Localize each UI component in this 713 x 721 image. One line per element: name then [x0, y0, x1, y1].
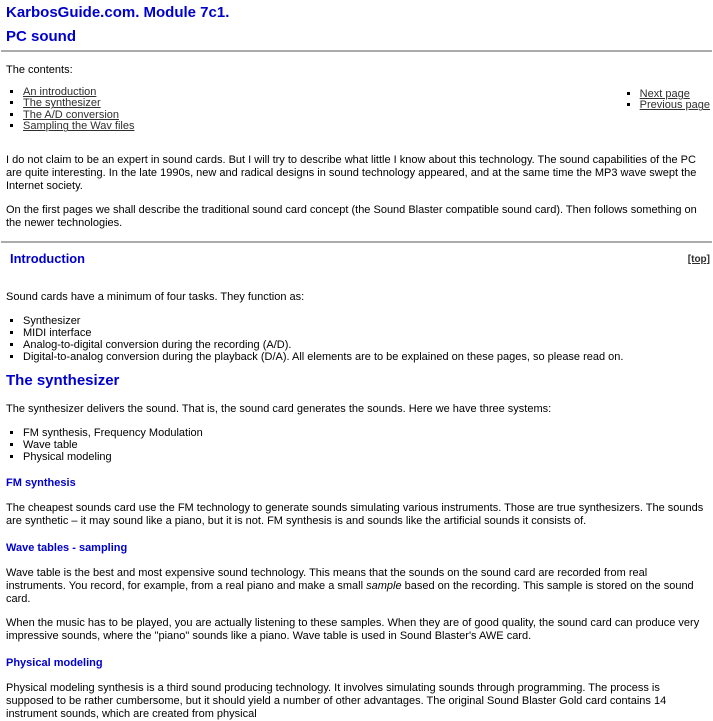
toc-item	[23, 121, 134, 133]
previous-page-link[interactable]: Previous page	[639, 99, 710, 112]
page-navigation	[623, 89, 710, 133]
systems-list	[6, 427, 710, 463]
task-item: ▪ Synthesizer	[23, 315, 710, 327]
wave-tables-paragraph-2: When the music has to be played, you are actually listening to these samples. When they are of good quality, the sound card can produce very impressive sounds, where the "piano" sounds like a piano. Wave table is used in Sound Blaster's AWE card.	[6, 616, 700, 642]
top-link[interactable]: [top]	[687, 254, 710, 266]
system-item: ▪ FM synthesis, Frequency Modulation	[23, 427, 710, 439]
task-item: ▪ Analog-to-digital conversion during the recording (A/D).	[23, 339, 710, 351]
fm-synthesis-paragraph: The cheapest sounds card use the FM technology to generate sounds simulating various instruments. Those are true synthesizers. The sounds are synthetic – it may sound like a piano, but it is not. FM synthesis is and sounds like the artificial sounds it consists of.	[6, 501, 704, 527]
wave-tables-heading: Wave tables - sampling	[6, 541, 128, 554]
intro-paragraph-2: On the first pages we shall describe the traditional sound card concept (the Sound Blaster compatible sound card). Then follows something on the newer technologies.	[6, 203, 697, 229]
page-title: KarbosGuide.com. Module 7c1.	[6, 4, 230, 21]
system-item: ▪ Physical modeling	[23, 451, 710, 463]
toc-link-introduction[interactable]: An introduction	[23, 85, 97, 98]
physical-modeling-heading: Physical modeling	[6, 656, 103, 669]
page-subtitle: PC sound	[6, 28, 76, 45]
divider-top	[1, 50, 712, 52]
tasks-lead: Sound cards have a minimum of four tasks. They function as:	[6, 291, 305, 303]
next-page-link[interactable]: Next page	[639, 87, 690, 100]
fm-synthesis-heading: FM synthesis	[6, 476, 76, 489]
toc-link-ad-conversion[interactable]: The A/D conversion	[23, 108, 119, 121]
divider-introduction	[1, 241, 712, 243]
contents-label: The contents:	[6, 64, 73, 76]
introduction-section-head	[6, 251, 710, 266]
table-of-contents	[6, 87, 134, 133]
toc-link-sampling-wav[interactable]: Sampling the Wav files	[23, 120, 135, 133]
wave-p1-italic-sample: sample	[366, 579, 402, 592]
wave-p1-text-after: based on the recording. This sample is stored on the sound card.	[6, 579, 694, 605]
tasks-list	[6, 315, 710, 363]
system-item: ▪ Wave table	[23, 439, 710, 451]
synthesizer-heading: The synthesizer	[6, 371, 120, 389]
toc-link-synthesizer[interactable]: The synthesizer	[23, 97, 101, 110]
synthesizer-lead: The synthesizer delivers the sound. That is, the sound card generates the sounds. Here we have three systems:	[6, 402, 552, 415]
task-item: ▪ Digital-to-analog conversion during the playback (D/A). All elements are to be explained on these pages, so please read on.	[23, 351, 710, 363]
intro-paragraph-1: I do not claim to be an expert in sound cards. But I will try to describe what little I know about this technology. The sound capabilities of the PC are quite interesting. In the late 1990s, new and radical designs in sound technology appeared, and at the same time the MP3 wave swept the Internet society.	[6, 153, 697, 192]
contents-row	[6, 77, 710, 143]
physical-modeling-paragraph: Physical modeling synthesis is a third sound producing technology. It involves simulating sounds through programming. The process is supposed to be rather cumbersome, but it should yield a number of other advantages. The original Sound Blaster Gold card contains 14 instrument sounds, which are created from physical	[6, 681, 667, 720]
nav-item	[640, 100, 710, 112]
introduction-heading: Introduction	[10, 250, 85, 266]
wave-p1-text: Wave table is the best and most expensive sound technology. This means that the sounds on the sound card are recorded from real instruments. You record, for example, from a real piano and make a small	[6, 566, 648, 592]
task-item: ▪ MIDI interface	[23, 327, 710, 339]
